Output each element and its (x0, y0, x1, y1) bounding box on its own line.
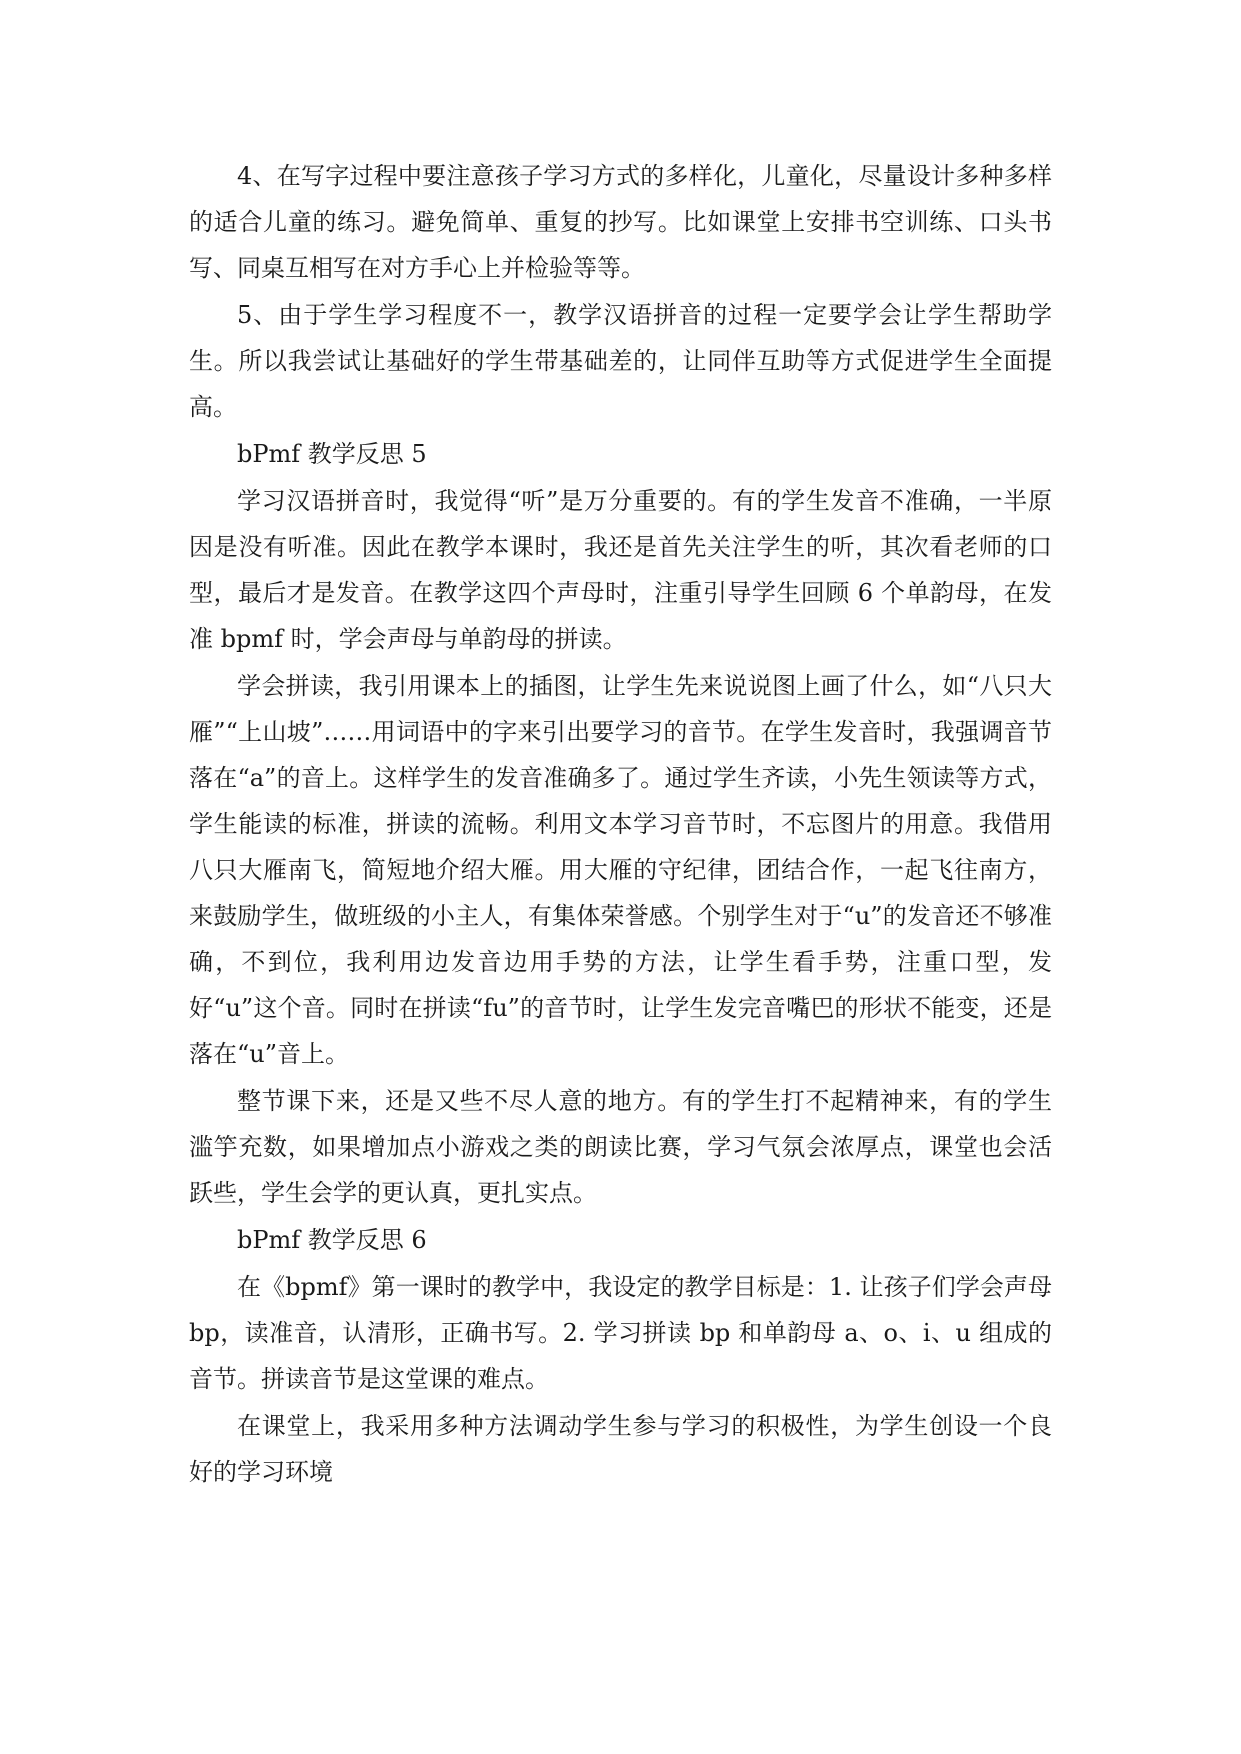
paragraph: 整节课下来，还是又些不尽人意的地方。有的学生打不起精神来，有的学生滥竽充数，如果增加点小游戏之类的朗读比赛，学习气氛会浓厚点，课堂也会活跃些，学生会学的更认真，更扎实点。 (189, 1087, 1052, 1207)
paragraph: 4、在写字过程中要注意孩子学习方式的多样化，儿童化，尽量设计多种多样的适合儿童的练习。避免简单、重复的抄写。比如课堂上安排书空训练、口头书写、同桌互相写在对方手心上并检验等等。 (189, 162, 1052, 282)
paragraph: 学习汉语拼音时，我觉得“听”是万分重要的。有的学生发音不准确，一半原因是没有听准。因此在教学本课时，我还是首先关注学生的听，其次看老师的口型，最后才是发音。在教学这四个声母时，注重引导学生回顾 6 个单韵母，在发准 bpmf 时，学会声母与单韵母的拼读。 (189, 487, 1052, 653)
paragraph: 学会拼读，我引用课本上的插图，让学生先来说说图上画了什么，如“八只大雁”“上山坡”……用词语中的字来引出要学习的音节。在学生发音时，我强调音节落在“a”的音上。这样学生的发音准确多了。通过学生齐读，小先生领读等方式，学生能读的标准，拼读的流畅。利用文本学习音节时，不忘图片的用意。我借用八只大雁南飞，简短地介绍大雁。用大雁的守纪律，团结合作，一起飞往南方，来鼓励学生，做班级的小主人，有集体荣誉感。个别学生对于“u”的发音还不够准确，不到位，我利用边发音边用手势的方法，让学生看手势，注重口型，发好“u”这个音。同时在拼读“fu”的音节时，让学生发完音嘴巴的形状不能变，还是落在“u”音上。 (189, 672, 1052, 1068)
paragraph: 在《bpmf》第一课时的教学中，我设定的教学目标是：1. 让孩子们学会声母 bp，读准音，认清形，正确书写。2. 学习拼读 bp 和单韵母 a、o、i、u 组成的音节。拼读音节是这堂课的难点。 (189, 1273, 1052, 1393)
paragraph: 在课堂上，我采用多种方法调动学生参与学习的积极性，为学生创设一个良好的学习环境 (189, 1412, 1052, 1486)
section-heading: bPmf 教学反思 5 (237, 440, 427, 468)
paragraph: 5、由于学生学习程度不一，教学汉语拼音的过程一定要学会让学生帮助学生。所以我尝试让基础好的学生带基础差的，让同伴互助等方式促进学生全面提高。 (189, 301, 1052, 421)
document-page (189, 153, 1052, 1496)
section-heading: bPmf 教学反思 6 (237, 1226, 427, 1254)
